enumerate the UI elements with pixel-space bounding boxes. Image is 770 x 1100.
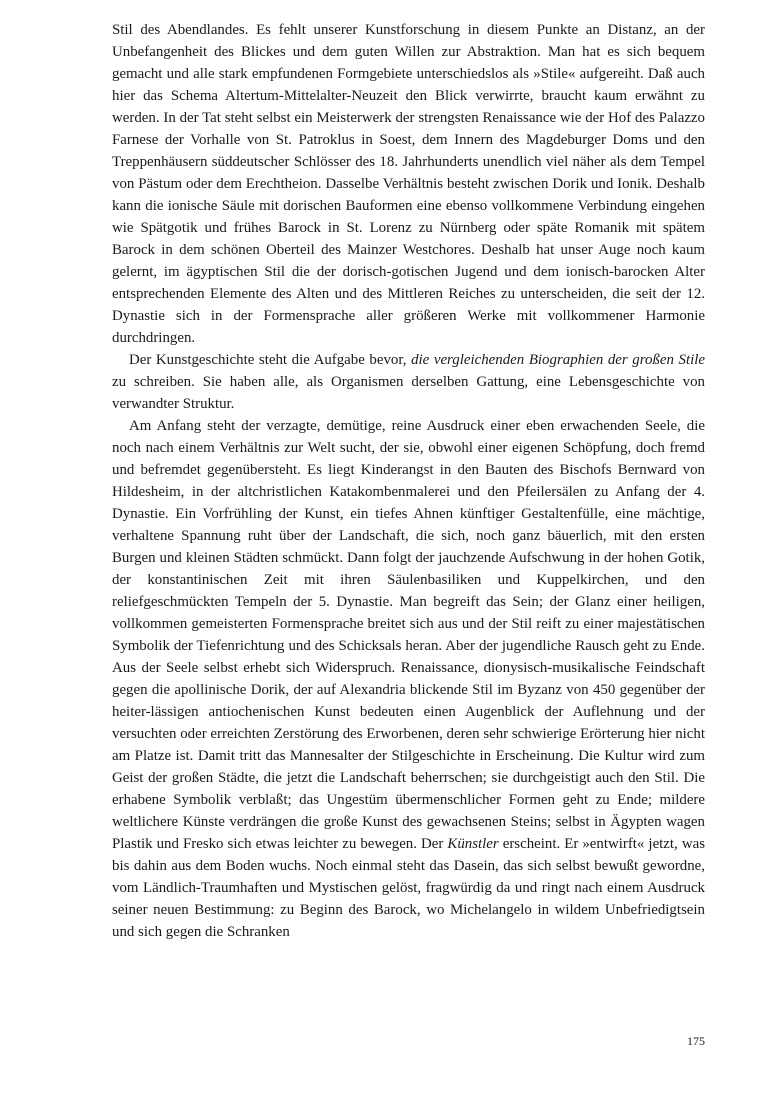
paragraph-2-text-b: zu schreiben. Sie haben alle, als Organismen derselben Gattung, eine Lebensgeschichte von verwandter Struktur. [112, 374, 705, 412]
paragraph-3 [112, 415, 705, 943]
paragraph-2-text-a: Der Kunstgeschichte steht die Aufgabe bevor, [129, 352, 412, 368]
paragraph-2 [112, 349, 705, 415]
page-number: 175 [687, 1034, 705, 1048]
body-text [112, 19, 705, 943]
paragraph-2-emphasis: die vergleichenden Biographien der großen Stile [411, 352, 705, 368]
paragraph-1-text: Stil des Abendlandes. Es fehlt unserer Kunstforschung in diesem Punkte an Distanz, an der Unbefangenheit des Blickes und dem guten Willen zur Abstraktion. Man hat es sich bequem gemacht und alle stark empfundenen Formgebiete unterschiedslos als »Stile« aufgereiht. Daß auch hier das Schema Altertum-Mittelalter-Neuzeit den Blick verwirrte, braucht kaum erwähnt zu werden. In der Tat steht selbst ein Meisterwerk der strengsten Renaissance wie der Hof des Palazzo Farnese der Vorhalle von St. Patroklus in Soest, dem Innern des Magdeburger Doms und den Treppenhäusern süddeutscher Schlösser des 18. Jahrhunderts unendlich viel näher als dem Tempel von Pästum oder dem Erechtheion. Dasselbe Verhältnis besteht zwischen Dorik und Ionik. Deshalb kann die ionische Säule mit dorischen Bauformen eine ebenso vollkommene Verbindung eingehen wie Spätgotik und frühes Barock in St. Lorenz zu Nürnberg oder späte Romanik mit spätem Barock in dem schönen Oberteil des Mainzer Westchores. Deshalb hat unser Auge noch kaum gelernt, im ägyptischen Stil die der dorisch-gotischen Jugend und dem ionisch-barocken Alter entsprechenden Elemente des Alten und des Mittleren Reiches zu unterscheiden, die seit der 12. Dynastie sich in der Formensprache aller größeren Werke mit vollkommener Harmonie durchdringen. [112, 22, 705, 346]
paragraph-3-text-b: erscheint. Er »entwirft« jetzt, was bis dahin aus dem Boden wuchs. Noch einmal steht das Dasein, das sich selbst bewußt gewordne, vom Ländlich-Traumhaften und Mystischen gelöst, fragwürdig da und ringt nach einem Ausdruck seiner neuen Bestimmung: zu Beginn des Barock, wo Michelangelo in wildem Unbefriedigtsein und sich gegen die Schranken [112, 836, 705, 940]
paragraph-3-emphasis: Künstler [447, 836, 499, 852]
paragraph-1 [112, 19, 705, 349]
paragraph-3-text-a: Am Anfang steht der verzagte, demütige, reine Ausdruck einer eben erwachenden Seele, die noch nach einem Verhältnis zur Welt sucht, der sie, obwohl einer eigenen Schöpfung, doch fremd und befremdet gegenübersteht. Es liegt Kinderangst in den Bauten des Bischofs Bernward von Hildesheim, in der altchristlichen Katakombenmalerei und den Pfeilersälen zu Anfang der 4. Dynastie. Ein Vorfrühling der Kunst, ein tiefes Ahnen künftiger Gestaltenfülle, eine mächtige, verhaltene Spannung ruht über der Landschaft, die sich, noch ganz bäuerlich, mit den ersten Burgen und kleinen Städten schmückt. Dann folgt der jauchzende Aufschwung in der hohen Gotik, der konstantinischen Zeit mit ihren Säulenbasiliken und Kuppelkirchen, und den reliefgeschmückten Tempeln der 5. Dynastie. Man begreift das Sein; der Glanz einer heiligen, vollkommen gemeisterten Formensprache breitet sich aus und der Stil reift zu einer majestätischen Symbolik der Tiefenrichtung und des Schicksals heran. Aber der jugendliche Rausch geht zu Ende. Aus der Seele selbst erhebt sich Widerspruch. Renaissance, dionysisch-musikalische Feindschaft gegen die apollinische Dorik, der auf Alexandria blickende Stil im Byzanz von 450 gegenüber der heiter-lässigen antiochenischen Kunst bedeuten einen Augenblick der Auflehnung und der versuchten oder erreichten Zerstörung des Erworbenen, deren sehr schwierige Erörterung hier nicht am Platze ist. Damit tritt das Mannesalter der Stilgeschichte in Erscheinung. Die Kultur wird zum Geist der großen Städte, die jetzt die Landschaft beherrschen; sie durchgeistigt auch den Stil. Die erhabene Symbolik verblaßt; das Ungestüm übermenschlicher Formen geht zu Ende; mildere weltlichere Künste verdrängen die große Kunst des gewachsenen Steins; selbst in Ägypten wagen Plastik und Fresko sich etwas leichter zu bewegen. Der [112, 418, 705, 852]
